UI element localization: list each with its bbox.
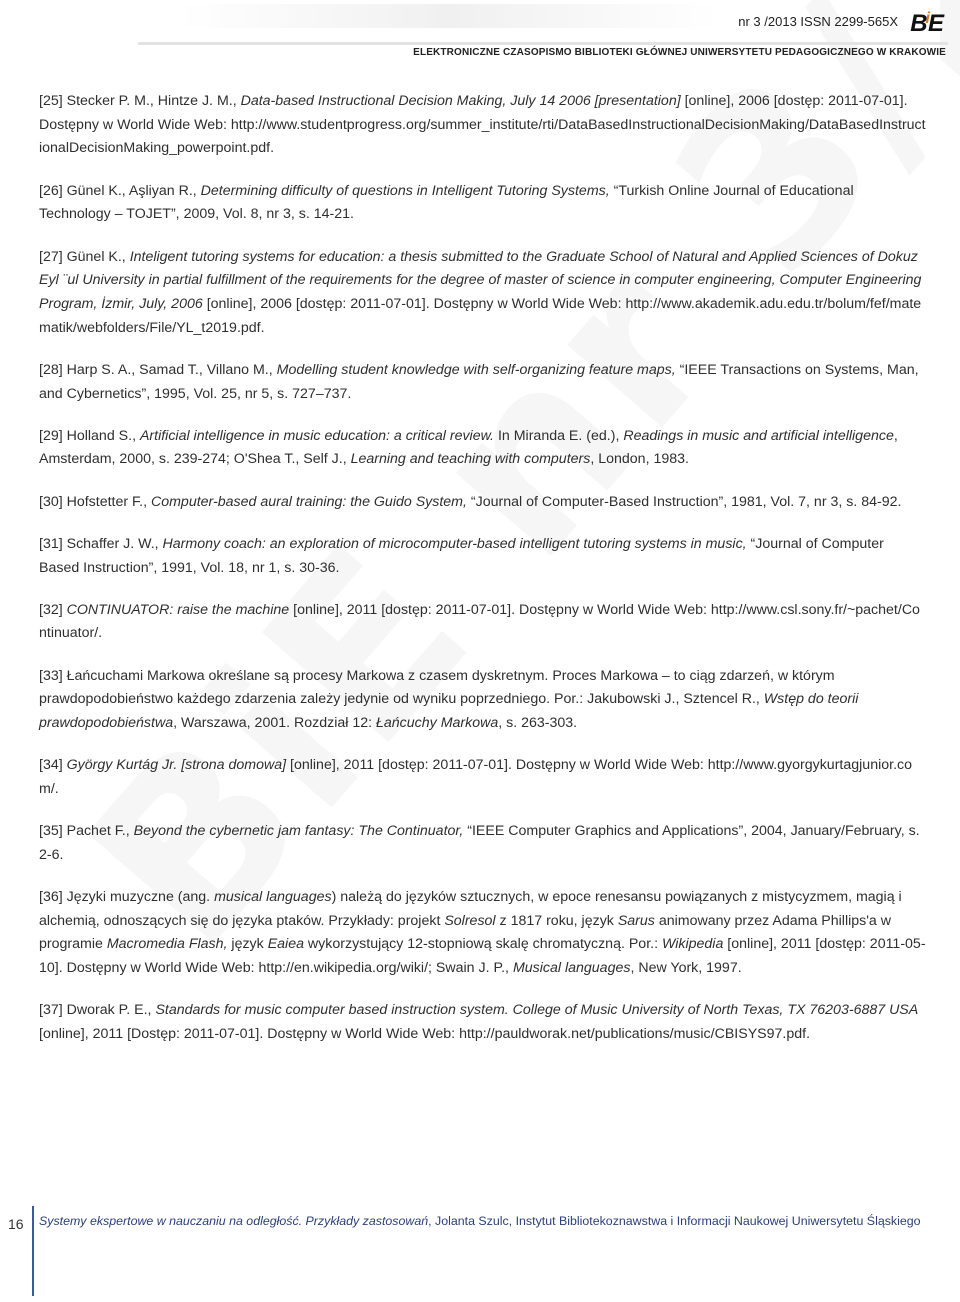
footer-author: , Jolanta Szulc, Instytut Bibliotekoznawstwa i Informacji Naukowej Uniwersytetu Śląskiego	[428, 1214, 921, 1228]
bie-logo	[910, 10, 942, 38]
ref-title: Computer-based aural training: the Guido System,	[150, 493, 467, 510]
footer-title: Systemy ekspertowe w nauczaniu na odległość. Przykłady zastosowań	[39, 1214, 429, 1228]
ref-url[interactable]: http://www.studentprogress.org/summer_institute/rti/DataBasedInstructionalDecisionMaking/DataBasedInstructionalDecisionMaking_powerpoint.pdf	[39, 116, 926, 157]
footer-divider	[32, 1206, 34, 1296]
ref-text: .	[54, 780, 59, 797]
ref-title: Macromedia Flash,	[106, 936, 228, 953]
page-header	[0, 0, 960, 64]
ref-text: ; Swain J. P.,	[428, 960, 513, 977]
ref-text: [32]	[39, 601, 67, 618]
ref-text: wykorzystujący 12-stopniową skalę chromatyczną. Por.:	[303, 936, 662, 953]
ref-text: [30] Hofstetter F.,	[39, 493, 151, 510]
ref-title: Readings in music and artificial intelligence	[623, 427, 894, 444]
ref-title: Learning and teaching with computers	[350, 451, 591, 468]
reference-30	[39, 491, 927, 515]
ref-text: [35] Pachet F.,	[39, 823, 134, 840]
reference-25	[39, 90, 927, 161]
ref-text: [37] Dworak P. E.,	[39, 1002, 156, 1019]
reference-31	[39, 533, 927, 580]
ref-text: [online], 2011 [Dostęp: 2011-07-01]. Dostępny w World Wide Web:	[39, 1026, 460, 1043]
ref-text: .	[260, 319, 265, 336]
reference-37	[39, 999, 927, 1046]
header-decoration	[180, 4, 720, 28]
ref-title: Standards for music computer based instruction system. College of Music University of North Texas, TX 76203-6887 USA	[155, 1002, 919, 1019]
ref-text: [29] Holland S.,	[39, 427, 140, 444]
ref-text: , Warszawa, 2001. Rozdział 12:	[173, 715, 377, 732]
logo-letter-e: E	[927, 10, 942, 37]
ref-text: “IEEE Transactions on Systems, Man, and Cybernetics”, 1995, Vol. 25, nr 5, s. 727–737.	[39, 361, 919, 402]
ref-text: [online], 2006 [dostęp: 2011-07-01]. Dostępny w World Wide Web:	[202, 295, 626, 312]
ref-title: CONTINUATOR: raise the machine	[66, 601, 290, 618]
ref-url[interactable]: http://pauldworak.net/publications/music/CBISYS97.pdf	[459, 1026, 807, 1043]
ref-title: Eaiea	[267, 936, 304, 953]
ref-text: [31] Schaffer J. W.,	[39, 535, 163, 552]
ref-title: György Kurtág Jr. [strona domowa]	[66, 757, 287, 774]
ref-text: , s. 263-303.	[498, 715, 578, 732]
reference-26	[39, 180, 927, 227]
ref-title: Wikipedia	[661, 936, 724, 953]
reference-29	[39, 425, 927, 472]
ref-text: język	[227, 936, 268, 953]
ref-title: Sarus	[617, 912, 655, 929]
reference-32	[39, 599, 927, 646]
ref-title: Beyond the cybernetic jam fantasy: The Continuator,	[133, 823, 464, 840]
ref-text: [36] Języki muzyczne (ang.	[39, 889, 215, 906]
issue-info: nr 3 /2013 ISSN 2299-565X	[738, 14, 898, 29]
ref-text: animowany przez Adama Phillips'a w programie	[39, 912, 892, 953]
ref-text: [26] Günel K., Aşliyan R.,	[39, 182, 201, 199]
ref-text: “Journal of Computer-Based Instruction”, 1981, Vol. 7, nr 3, s. 84-92.	[466, 493, 902, 510]
ref-title: Musical languages	[512, 960, 631, 977]
logo-letter-i: i	[925, 10, 928, 27]
ref-title: Łańcuchy Markowa	[376, 715, 499, 732]
ref-text: “Journal of Computer Based Instruction”, 1991, Vol. 18, nr 1, s. 30-36.	[39, 535, 884, 576]
reference-36	[39, 886, 927, 981]
reference-34	[39, 754, 927, 801]
reference-28	[39, 359, 927, 406]
page-footer	[39, 1214, 921, 1228]
references-list	[39, 90, 927, 1065]
ref-text: [online], 2011 [dostęp: 2011-05-10]. Dostępny w World Wide Web:	[39, 936, 926, 977]
ref-text: , Amsterdam, 2000, s. 239-274; O'Shea T., Self J.,	[39, 427, 898, 468]
ref-title: Wstęp do teorii prawdopodobieństwa	[39, 691, 859, 732]
reference-27	[39, 246, 927, 341]
ref-text: [34]	[39, 757, 67, 774]
ref-text: , London, 1983.	[590, 451, 689, 468]
ref-text: “IEEE Computer Graphics and Applications”, 2004, January/February, s. 2-6.	[39, 823, 920, 863]
ref-title: musical languages	[214, 889, 332, 906]
ref-text: [28] Harp S. A., Samad T., Villano M.,	[39, 361, 277, 378]
ref-text: “Turkish Online Journal of Educational Technology – TOJET”, 2009, Vol. 8, nr 3, s. 14-21.	[39, 182, 854, 223]
ref-text: [online], 2011 [dostęp: 2011-07-01]. Dostępny w World Wide Web:	[286, 757, 708, 774]
ref-text: z 1817 roku, język	[495, 912, 618, 929]
ref-url[interactable]: http://www.akademik.adu.edu.tr/bolum/fef/matematik/webfolders/File/YL_t2019.pdf	[39, 295, 922, 336]
ref-text: [33] Łańcuchami Markowa określane są procesy Markowa z czasem dyskretnym. Proces Markowa – to ciąg zdarzeń, w którym prawdopodobieństwo każdego zdarzenia zależy jedynie od wyniku poprzedniego. Por.: Jakubowski J., Sztencel R.,	[39, 667, 835, 708]
journal-name: ELEKTRONICZNE CZASOPISMO BIBLIOTEKI GŁÓWNEJ UNIWERSYTETU PEDAGOGICZNEGO W KRAKOWIE	[413, 47, 946, 58]
ref-text: In Miranda E. (ed.),	[494, 427, 624, 444]
ref-text: .	[98, 625, 103, 642]
ref-text: .	[270, 140, 275, 157]
page-number: 16	[8, 1216, 24, 1232]
ref-text: [27] Günel K.,	[39, 248, 130, 265]
reference-33	[39, 665, 927, 736]
ref-text: [online], 2011 [dostęp: 2011-07-01]. Dostępny w World Wide Web:	[289, 601, 711, 618]
ref-text: [online], 2006 [dostęp: 2011-07-01]. Dostępny w World Wide Web:	[39, 93, 908, 133]
ref-url[interactable]: http://www.gyorgykurtagjunior.com/	[39, 757, 912, 797]
ref-text: .	[806, 1026, 811, 1043]
ref-text: [25] Stecker P. M., Hintze J. M.,	[39, 93, 241, 109]
ref-title: Data-based Instructional Decision Making, July 14 2006 [presentation]	[240, 93, 681, 109]
ref-title: Artificial intelligence in music education: a critical review.	[139, 427, 495, 444]
ref-title: Solresol	[444, 912, 496, 929]
logo-letter-b: B	[910, 10, 926, 37]
ref-title: Determining difficulty of questions in Intelligent Tutoring Systems,	[200, 182, 610, 199]
ref-title: Harmony coach: an exploration of microcomputer-based intelligent tutoring systems in music,	[162, 535, 747, 552]
ref-url[interactable]: http://www.csl.sony.fr/~pachet/Continuator/	[39, 601, 920, 642]
reference-35	[39, 820, 927, 867]
ref-url[interactable]: http://en.wikipedia.org/wiki/	[258, 960, 429, 977]
header-divider	[138, 42, 948, 45]
ref-title: Inteligent tutoring systems for education: a thesis submitted to the Graduate School of Natural and Applied Sciences of Dokuz Eyl ¨ul University in partial fulfillment of the requirements for the degree of master of science in computer engineering, Computer Engineering Program, İzmir, July, 2006	[39, 248, 922, 312]
ref-text: , New York, 1997.	[630, 960, 742, 977]
ref-text: ) należą do języków sztucznych, w epoce renesansu powiązanych z mistycyzmem, magią i alchemią, odnoszących się do języka ptaków. Przykłady: projekt	[39, 889, 902, 929]
ref-title: Modelling student knowledge with self-organizing feature maps,	[276, 361, 676, 378]
